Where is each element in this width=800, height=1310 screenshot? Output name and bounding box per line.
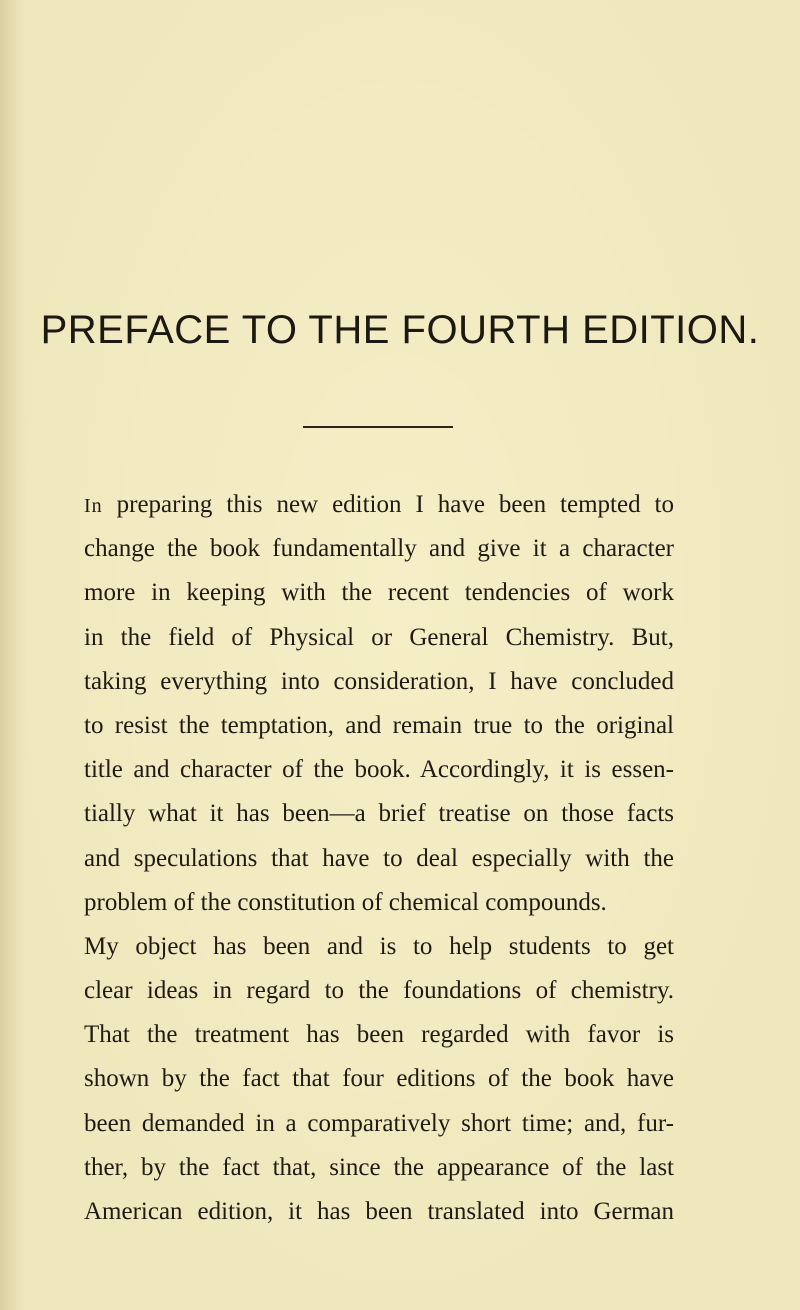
text-line-content: preparing this new edition I have been tempted to [102, 491, 674, 518]
title-divider-rule [303, 426, 453, 428]
text-line: American edition, it has been translated into German [84, 1198, 674, 1225]
text-line: change the book fundamentally and give it a character [84, 535, 674, 563]
text-line: taking everything into consideration, I have concluded [84, 667, 674, 695]
text-line: problem of the constitution of chemical compounds. [84, 888, 607, 916]
text-line: title and character of the book. Accordingly, it is essen- [84, 756, 674, 784]
text-line: clear ideas in regard to the foundations of chemistry. [84, 977, 674, 1005]
text-line: and speculations that have to deal especially with the [84, 844, 674, 872]
text-line: tially what it has been—a brief treatise on those facts [84, 800, 674, 828]
text-line: in the field of Physical or General Chemistry. But, [84, 623, 674, 651]
page-gutter-shadow [0, 0, 26, 1310]
preface-title: PREFACE TO THE FOURTH EDITION. [40, 308, 760, 352]
text-line: to resist the temptation, and remain true to the original [84, 711, 674, 739]
text-line: more in keeping with the recent tendencies of work [84, 579, 674, 607]
text-line: shown by the fact that four editions of the book have [84, 1065, 674, 1093]
text-line [84, 483, 674, 527]
preface-body [84, 483, 674, 1234]
text-line: ther, by the fact that, since the appearance of the last [84, 1153, 674, 1181]
text-line: That the treatment has been regarded with favor is [84, 1021, 674, 1049]
text-line: been demanded in a comparatively short time; and, fur- [84, 1109, 674, 1137]
text-line: My object has been and is to help students to get [84, 932, 674, 960]
initial-small-caps: In [84, 495, 103, 517]
